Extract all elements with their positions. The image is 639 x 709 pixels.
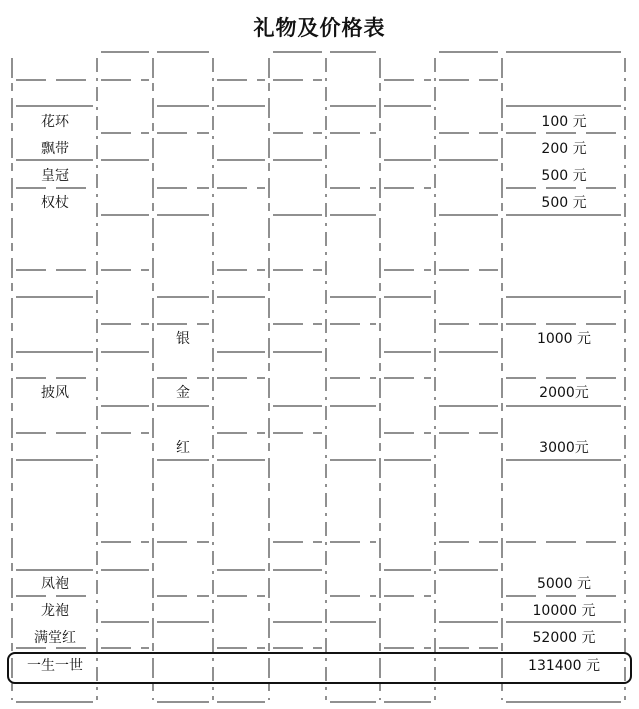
gift-price-7: 3000元	[539, 440, 589, 456]
gift-price-5: 1000 元	[536, 331, 592, 347]
gift-price-10: 52000 元	[532, 630, 596, 646]
table-title: 礼物及价格表	[253, 16, 386, 40]
gift-name-4: 权杖	[41, 195, 69, 211]
gift-price-4: 500 元	[541, 195, 587, 211]
gift-name-8: 凤袍	[41, 576, 69, 592]
gift-name-2: 飘带	[41, 141, 69, 157]
gift-price-6: 2000元	[539, 385, 589, 401]
gift-price-3: 500 元	[541, 168, 587, 184]
gift-price-1: 100 元	[541, 114, 587, 130]
highlight-box	[7, 652, 632, 684]
gift-name-6: 披风	[41, 385, 69, 401]
gift-name-1: 花环	[41, 114, 69, 130]
gift-price-9: 10000 元	[532, 603, 596, 619]
gift-price-11: 131400 元	[528, 658, 600, 674]
gift-name-3: 皇冠	[41, 168, 69, 184]
gift-variant-red: 红	[176, 440, 190, 456]
gift-name-9: 龙袍	[41, 603, 69, 619]
gift-price-8: 5000 元	[536, 576, 592, 592]
gift-variant-gold: 金	[176, 385, 190, 401]
gift-name-11: 一生一世	[27, 658, 83, 674]
gift-price-2: 200 元	[541, 141, 587, 157]
gift-variant-silver: 银	[176, 331, 190, 347]
gift-name-10: 满堂红	[34, 630, 76, 646]
